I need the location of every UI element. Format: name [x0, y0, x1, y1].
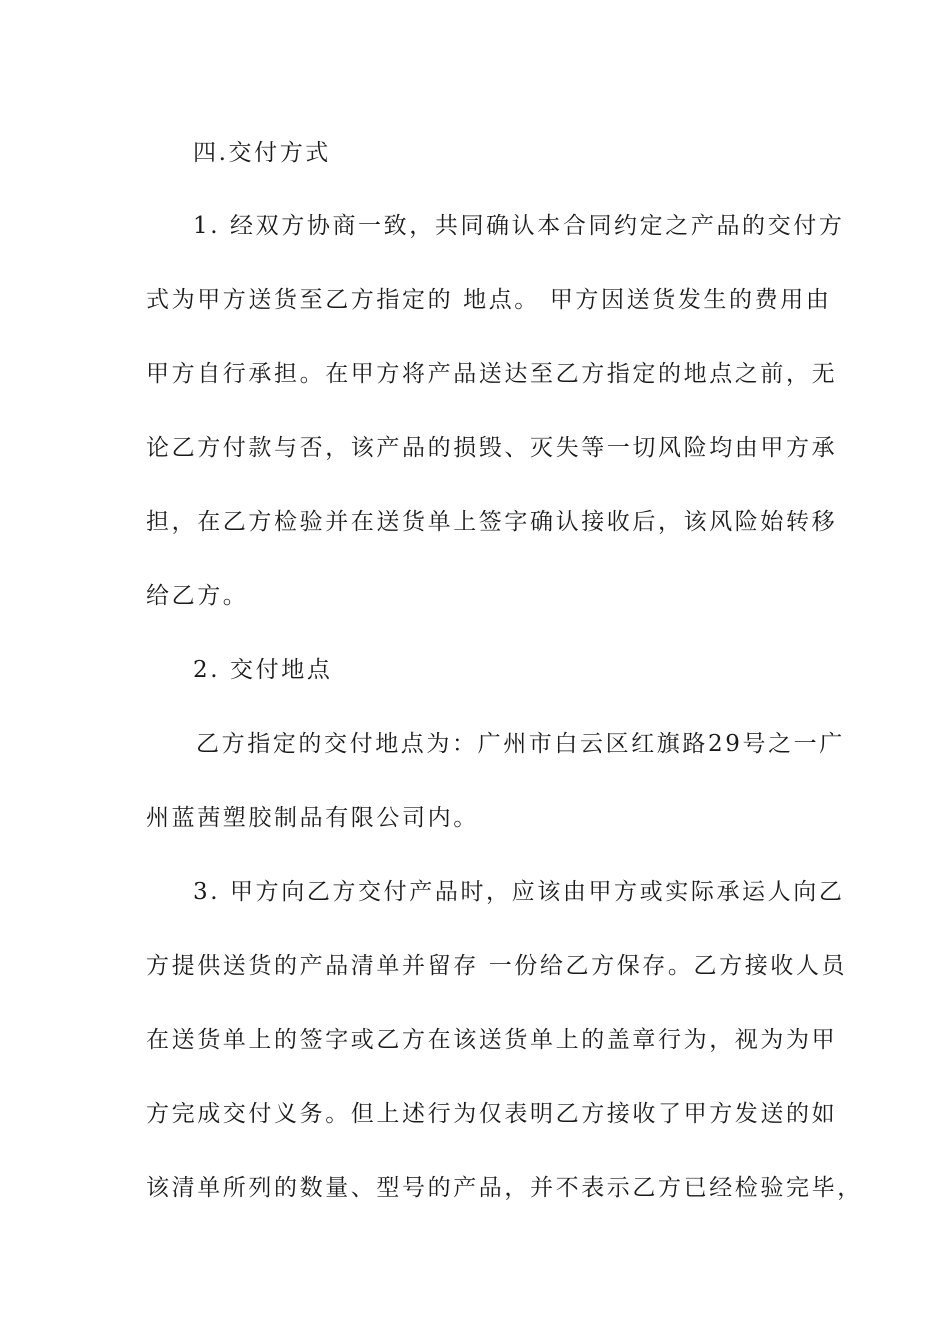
- subsection-heading-delivery-location: 2. 交付地点: [193, 657, 333, 683]
- paragraph-line: 1. 经双方协商一致，共同确认本合同约定之产品的交付方: [193, 213, 845, 239]
- paragraph-line: 州蓝茜塑胶制品有限公司内。: [146, 805, 479, 831]
- paragraph-line: 甲方自行承担。在甲方将产品送达至乙方指定的地点之前，无: [146, 361, 838, 387]
- paragraph-line: 在送货单上的签字或乙方在该送货单上的盖章行为，视为为甲: [146, 1027, 838, 1053]
- paragraph-line: 论乙方付款与否，该产品的损毁、灭失等一切风险均由甲方承: [146, 435, 838, 461]
- paragraph-line: 式为甲方送货至乙方指定的 地点。 甲方因送货发生的费用由: [146, 287, 832, 313]
- paragraph-line: 给乙方。: [146, 583, 249, 609]
- paragraph-line: 该清单所列的数量、型号的产品，并不表示乙方已经检验完毕，: [146, 1175, 863, 1201]
- paragraph-line: 担，在乙方检验并在送货单上签字确认接收后，该风险始转移: [146, 509, 838, 535]
- paragraph-line: 方提供送货的产品清单并留存 一份给乙方保存。乙方接收人员: [146, 953, 848, 979]
- paragraph-line: 乙方指定的交付地点为：广州市白云区红旗路29号之一广: [196, 731, 845, 757]
- paragraph-line: 方完成交付义务。但上述行为仅表明乙方接收了甲方发送的如: [146, 1101, 838, 1127]
- paragraph-line: 3. 甲方向乙方交付产品时，应该由甲方或实际承运人向乙: [193, 879, 845, 905]
- section-heading-delivery-method: 四.交付方式: [193, 140, 331, 166]
